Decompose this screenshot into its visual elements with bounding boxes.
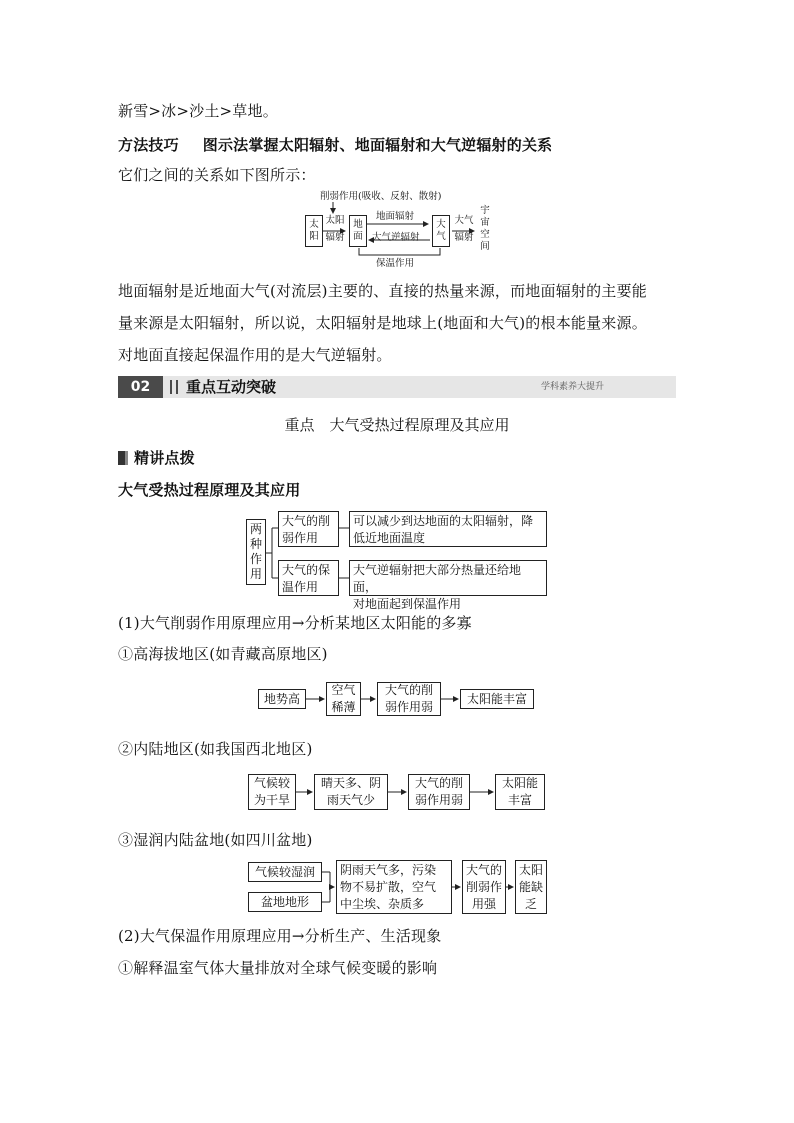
atmos-rad-label: 大气 辐射 <box>454 215 474 243</box>
intro-line: 新雪>冰>沙土>草地。 <box>118 102 278 120</box>
flow2-box-1: 气候较 为干旱 <box>248 774 296 810</box>
key-point-title: 重点 大气受热过程原理及其应用 <box>284 416 510 434</box>
insulation-label: 保温作用 <box>376 258 415 269</box>
flow2-box-3: 大气的削 弱作用弱 <box>408 774 470 810</box>
banner-title: 重点互动突破 <box>186 378 277 396</box>
sun-box: 太 阳 <box>305 215 323 247</box>
flow2-box-2: 晴天多、阴 雨天气少 <box>314 774 388 810</box>
counter-rad-label: 大气逆辐射 <box>372 232 420 243</box>
app2-heading: (2)大气保温作用原理应用→分析生产、生活现象 <box>118 927 442 945</box>
relation-intro: 它们之间的关系如下图所示： <box>118 166 316 184</box>
app2-case1-heading: ①解释温室气体大量排放对全球气候变暖的影响 <box>118 959 438 977</box>
flow1-box-1: 地势高 <box>258 689 306 709</box>
app1-heading: (1)大气削弱作用原理应用→分析某地区太阳能的多寡 <box>118 614 472 632</box>
paragraph-line-2: 量来源是太阳辐射，所以说，太阳辐射是地球上(地面和大气)的根本能量来源。 <box>118 314 647 332</box>
atmos-box: 大 气 <box>432 215 450 247</box>
app1-case1-heading: ①高海拔地区(如青藏高原地区) <box>118 645 328 663</box>
insulation-effect-box: 大气的保 温作用 <box>278 560 339 596</box>
solar-rad-label: 太阳 辐射 <box>325 215 345 243</box>
method-title: 图示法掌握太阳辐射、地面辐射和大气逆辐射的关系 <box>202 136 553 154</box>
flow3-box-5: 太阳 能缺 乏 <box>515 860 547 914</box>
flow1-box-3: 大气的削 弱作用弱 <box>377 682 441 716</box>
banner-subtitle: 学科素养大提升 <box>540 382 604 392</box>
two-effects-root: 两 种 作 用 <box>246 519 266 585</box>
space-label: 宇 宙 空 间 <box>480 205 490 252</box>
subheading: 大气受热过程原理及其应用 <box>118 481 301 499</box>
paragraph-line-3: 对地面直接起保温作用的是大气逆辐射。 <box>118 346 392 364</box>
flow2-box-4: 太阳能 丰富 <box>495 774 545 810</box>
weaken-label: 削弱作用(吸收、反射、散射) <box>320 191 442 202</box>
app1-case2-heading: ②内陆地区(如我国西北地区) <box>118 740 313 758</box>
flow3-box-3: 阴雨天气多，污染 物不易扩散，空气 中尘埃、杂质多 <box>336 860 452 914</box>
flow1-box-2: 空气 稀薄 <box>326 682 361 716</box>
insulation-desc-box: 大气逆辐射把大部分热量还给地面， 对地面起到保温作用 <box>349 560 547 596</box>
flow1-box-4: 太阳能丰富 <box>460 689 534 709</box>
paragraph-line-1: 地面辐射是近地面大气(对流层)主要的、直接的热量来源，而地面辐射的主要能 <box>118 282 647 300</box>
ground-rad-label: 地面辐射 <box>376 211 415 222</box>
flow3-box-2: 盆地地形 <box>248 892 322 912</box>
banner-number: 02 <box>118 376 163 398</box>
flow3-box-1: 气候较湿润 <box>248 862 322 882</box>
section-label: 精讲点拨 <box>134 449 195 467</box>
app1-case3-heading: ③湿润内陆盆地(如四川盆地) <box>118 831 313 849</box>
weakening-desc-box: 可以减少到达地面的太阳辐射，降 低近地面温度 <box>349 511 547 547</box>
ground-box: 地 面 <box>349 215 367 247</box>
weakening-effect-box: 大气的削 弱作用 <box>278 511 339 547</box>
method-label: 方法技巧 <box>118 136 179 154</box>
flow3-box-4: 大气的 削弱作 用强 <box>462 860 506 914</box>
